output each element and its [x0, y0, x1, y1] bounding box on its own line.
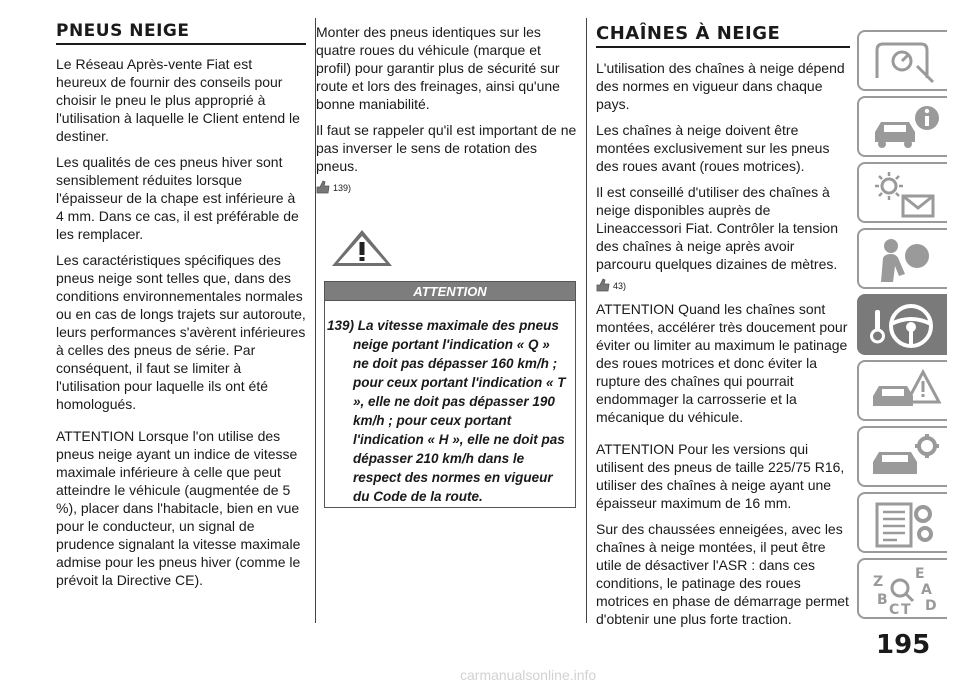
index-letter: E	[915, 566, 925, 582]
tab-vehicle-info[interactable]	[857, 96, 947, 157]
tab-emergency[interactable]	[857, 360, 947, 421]
warning-triangle-icon	[330, 228, 394, 268]
car-maintenance-icon	[867, 432, 943, 484]
technical-data-icon	[867, 498, 943, 550]
index-letter: C	[889, 602, 900, 616]
tab-safety[interactable]	[857, 228, 947, 289]
paragraph: Le Réseau Après-vente Fiat est heureux de fournir des conseils pour choisir le pneu le plus approprié à l'utilisation à laquelle le Client entend le destiner.	[56, 56, 300, 144]
tab-maintenance[interactable]	[857, 426, 947, 487]
paragraph: Les chaînes à neige doivent être montées exclusivement sur les pneus des roues avant (roues motrices).	[596, 122, 830, 174]
chapter-tabs	[857, 30, 947, 624]
reference-number: 43)	[613, 281, 627, 291]
airbag-safety-icon	[867, 234, 943, 286]
paragraph: Sur des chaussées enneigées, avec les chaînes à neige montées, il peut être utile de désactiver l'ASR : dans ces conditions, le patinage des roues motrices en phase de démarrage permet d'obtenir une plus forte traction.	[596, 521, 849, 627]
paragraph: Les qualités de ces pneus hiver sont sensiblement réduites lorsque l'épaisseur de la chape est inférieure à 4 mm. Dans ce cas, il est préférable de les remplacer.	[56, 154, 299, 242]
paragraph: Monter des pneus identiques sur les quatre roues du véhicule (marque et profil) pour garantir plus de sécurité sur route et lors des freinages, ainsi qu'une bonne maniabilité.	[316, 24, 560, 112]
steering-wheel-icon	[867, 300, 943, 352]
tab-warning-lights[interactable]	[857, 162, 947, 223]
paragraph-attention: ATTENTION Pour les versions qui utilisent des pneus de taille 225/75 R16, utiliser des chaînes à neige ayant une épaisseur maximum de 16 mm.	[596, 441, 845, 511]
index-letter: A	[921, 582, 932, 598]
column-right	[596, 0, 850, 628]
reference-note[interactable]	[596, 278, 850, 292]
car-dashboard-icon	[867, 36, 943, 88]
watermark: carmanualsonline.info	[460, 667, 597, 683]
hand-pointer-icon	[316, 180, 330, 194]
reference-note[interactable]	[316, 180, 577, 194]
section-heading-snow-tyres: PNEUS NEIGE	[56, 21, 306, 45]
paragraph: L'utilisation des chaînes à neige dépend des normes en vigueur dans chaque pays.	[596, 60, 845, 112]
column-divider-2	[586, 18, 587, 623]
attention-box-title: ATTENTION	[324, 281, 576, 301]
warning-lights-icon	[867, 168, 943, 220]
column-middle	[316, 0, 577, 508]
tab-dashboard[interactable]	[857, 30, 947, 91]
column-left	[56, 0, 306, 589]
car-info-icon	[867, 102, 943, 154]
paragraph-attention: ATTENTION Lorsque l'on utilise des pneus neige ayant un indice de vitesse maximale inférieure à celle que peut atteindre le véhicule (augmentée de 5 %), placer dans l'habitacle, bien en vue pour le conducteur, un signal de prudence signalant la vitesse maximale admise pour les pneus hiver (comme le prévoit la Directive CE).	[56, 428, 301, 588]
index-letter: T	[901, 602, 911, 616]
paragraph: Il est conseillé d'utiliser des chaînes à neige disponibles auprès de Lineaccessori Fiat. Contrôler la tension des chaînes à neige après avoir parcouru quelques dizaines de mètres.	[596, 184, 839, 272]
car-emergency-icon	[867, 366, 943, 418]
page-number: 195	[876, 630, 931, 660]
alphabetical-index-icon	[867, 564, 943, 616]
tab-starting-driving[interactable]	[857, 294, 947, 355]
tab-index[interactable]	[857, 558, 947, 619]
paragraph-attention: ATTENTION Quand les chaînes sont montées, accélérer très doucement pour éviter ou limiter au maximum le patinage des roues motrices et donc éviter la rupture des chaînes qui pourrait endommager la carrosserie et la mécanique du véhicule.	[596, 301, 848, 425]
index-letter: Z	[873, 574, 884, 590]
paragraph: Les caractéristiques spécifiques des pneus neige sont telles que, dans des conditions environnementales normales ou en cas de longs trajets sur autoroute, leurs performances s'avèrent inférieures à celles des pneus de série. Par conséquent, il faut se limiter à l'utilisation pour laquelle ils ont été homologués.	[56, 252, 306, 412]
tab-technical-data[interactable]	[857, 492, 947, 553]
paragraph: Il faut se rappeler qu'il est important de ne pas inverser le sens de rotation des pneus.	[316, 122, 577, 174]
section-heading-snow-chains: CHAÎNES À NEIGE	[596, 23, 850, 48]
hand-pointer-icon	[596, 278, 610, 292]
index-letter: D	[925, 598, 937, 614]
attention-box	[324, 301, 576, 508]
reference-number: 139)	[333, 183, 352, 193]
index-letter: B	[877, 592, 888, 608]
attention-text: 139) La vitesse maximale des pneus neige portant l'indication « Q » ne doit pas dépasser 160 km/h ; pour ceux portant l'indication « T », elle ne doit pas dépasser 190 km/h ; pour ceux portant l'indication « H », elle ne doit pas dépasser 210 km/h dans le respect des normes en vigueur du Code de la route.	[327, 318, 566, 504]
